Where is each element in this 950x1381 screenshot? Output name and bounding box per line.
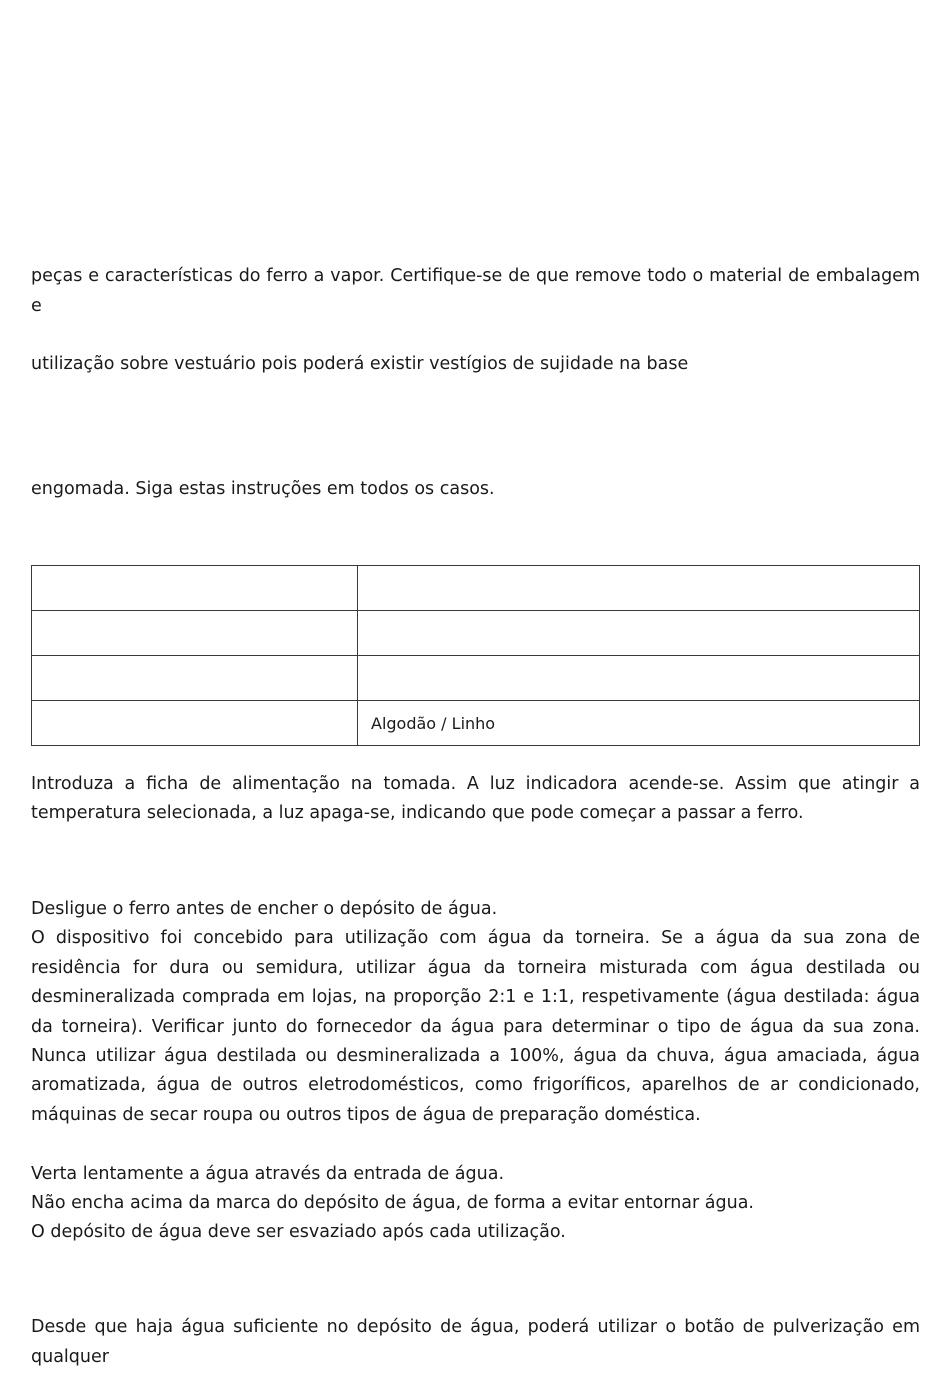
fill-step-pour: Verta lentamente a água através da entrada de água.: [31, 1163, 505, 1184]
table-row: [32, 611, 920, 656]
fill-step-empty: O depósito de água deve ser esvaziado após cada utilização.: [31, 1222, 566, 1243]
table-row: [32, 566, 920, 611]
temperature-table: [31, 565, 920, 746]
fill-water-section: [31, 895, 920, 1248]
table-cell: [358, 566, 920, 611]
table-cell: [358, 611, 920, 656]
fill-step-max-mark: Não encha acima da marca do depósito de água, de forma a evitar entornar água.: [31, 1193, 754, 1214]
fabric-type-cell: Algodão / Linho: [358, 701, 920, 746]
table-cell: [32, 701, 358, 746]
spray-line-1: Desde que haja água suficiente no depósito de água, poderá utilizar o botão de pulverização em qualquer: [31, 1317, 920, 1367]
power-text: Introduza a ficha de alimentação na tomada. A luz indicadora acende-se. Assim que atingir a temperatura selecionada, a luz apaga-se, indicando que pode começar a passar a ferro.: [31, 774, 920, 824]
intro-line-3: engomada. Siga estas instruções em todos os casos.: [31, 479, 495, 499]
table-cell: [32, 611, 358, 656]
intro-line-1: peças e características do ferro a vapor. Certifique-se de que remove todo o material de embalagem e: [31, 266, 920, 316]
table-row: [32, 656, 920, 701]
table-cell: [32, 656, 358, 701]
intro-line-2: utilização sobre vestuário pois poderá existir vestígios de sujidade na base: [31, 354, 689, 374]
power-paragraph: [31, 770, 920, 829]
water-type-paragraph: O dispositivo foi concebido para utilização com água da torneira. Se a água da sua zona de residência for dura ou semidura, utilizar água da torneira misturada com água destilada ou desmineralizada comprada em lojas, na proporção 2:1 e 1:1, respetivamente (água destilada: água da torneira). Verificar junto do fornecedor da água para determinar o tipo de água da sua zona. Nunca utilizar água destilada ou desmineralizada a 100%, água da chuva, água amaciada, água aromatizada, água de outros eletrodomésticos, como frigoríficos, aparelhos de ar condicionado, máquinas de secar roupa ou outros tipos de água de preparação doméstica.: [31, 928, 920, 1125]
table-cell: [358, 656, 920, 701]
fill-step-switch-off: Desligue o ferro antes de encher o depósito de água.: [31, 899, 498, 919]
table-row: [32, 701, 920, 746]
table-cell: [32, 566, 358, 611]
